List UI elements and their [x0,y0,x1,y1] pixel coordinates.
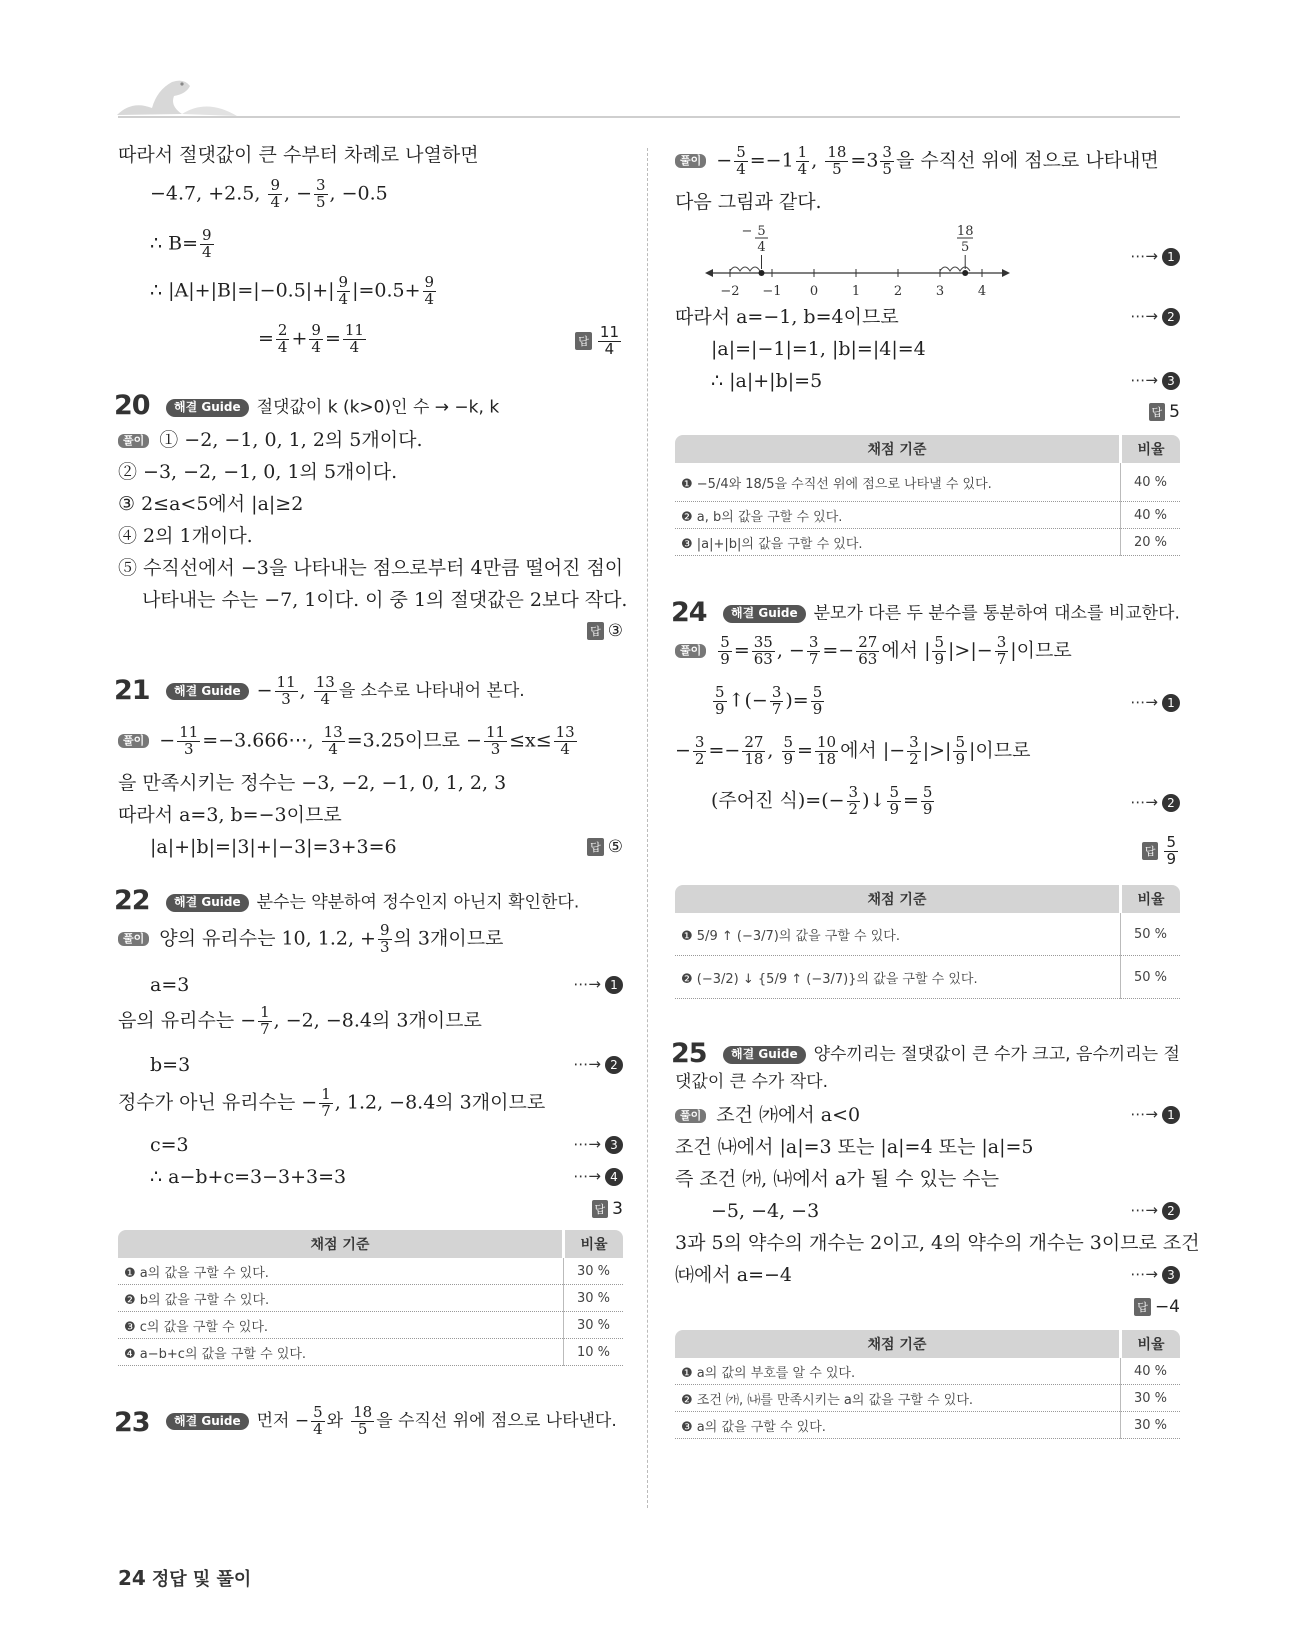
mark-1-q23: ⋯→ 1 [1130,247,1180,266]
q22-line5: 정수가 아닌 유리수는 − $\frac{1}{7}$ , 1.2, −8.4의 3개이므로 [118,1085,546,1120]
question-number-22: 22 [114,885,150,916]
q23-line3: 따라서 a=−1, b=4이므로 [675,306,899,328]
q21-line1: 풀이 − $\frac{11}{3}$ =−3.666⋯, $\frac{13}{4}$ =3.25이므로 − $\frac{11}{3}$ ≤x≤ $\frac{13}{4}$ [118,725,579,758]
svg-text:18: 18 [956,225,974,239]
table-row: ❷ (−3/2) ↓ {5/9 ↑ (−3/7)}의 값을 구할 수 있다. 50 % [675,956,1180,999]
q21-line4: |a|+|b|=|3|+|−3|=3+3=6 [150,836,397,858]
guide-22: 해결 Guide 분수는 약분하여 정수인지 아닌지 확인한다. [166,892,579,913]
q23-line4: |a|=|−1|=1, |b|=|4|=4 [711,338,926,360]
q20-line6: 나타내는 수는 −7, 1이다. 이 중 1의 절댓값은 2보다 작다. [142,589,628,611]
q22-line6: c=3 [150,1134,189,1156]
tick-label: 3 [935,284,945,299]
q25-line6: ㈐에서 a=−4 [675,1264,793,1286]
mark-2-q25: ⋯→ 2 [1130,1201,1180,1220]
guide-23: 해결 Guide 먼저 − $\frac{5}{4}$ 와 $\frac{18}{5}$ 을 수직선 위에 점으로 나타낸다. [166,1405,617,1438]
q20-line4: ④ 2의 1개이다. [118,525,253,547]
question-number-23: 23 [114,1407,150,1438]
sorted-sequence: −4.7, +2.5, $\frac{9}{4}$ , − $\frac{3}{5}$ , −0.5 [150,176,388,211]
page-number: 24 [118,1566,146,1590]
q23-line5: ∴ |a|+|b|=5 [711,370,823,392]
tick-label: 4 [977,284,987,299]
q21-line3: 따라서 a=3, b=−3이므로 [118,804,342,826]
table-row: ❶ 5/9 ↑ (−3/7)의 값을 구할 수 있다. 50 % [675,913,1180,956]
q25-line3: 즉 조건 ㈎, ㈏에서 a가 될 수 있는 수는 [675,1168,999,1190]
tick-label: −2 [720,284,740,299]
q22-line4: b=3 [150,1054,191,1076]
q24-line3: − $\frac{3}{2}$ =− $\frac{27}{18}$ , $\frac{5}{9}$ = $\frac{10}{18}$ 에서 |− $\frac{3}{2}$ |>| $\frac{5}{9}$ |이므로 [675,733,1031,768]
tick-label: 1 [851,284,861,299]
tick-label: 2 [893,284,903,299]
mark-3-q23: ⋯→ 3 [1130,371,1180,390]
tick-label: −1 [762,284,782,299]
guide-24: 해결 Guide 분모가 다른 두 분수를 통분하여 대소를 비교한다. [723,603,1180,624]
mark-2-q22: ⋯→ 2 [573,1055,623,1074]
table-row: ❸ |a|+|b|의 값을 구할 수 있다. 20 % [675,529,1180,556]
tick-label: 0 [809,284,819,299]
table-row: ❶ a의 값을 구할 수 있다. 30 % [118,1258,623,1285]
mark-2-q23: ⋯→ 2 [1130,307,1180,326]
question-number-20: 20 [114,390,150,421]
column-divider [647,148,648,1508]
question-number-21: 21 [114,675,150,706]
svg-text:−: − [741,225,753,239]
abs-sum-line: ∴ |A|+|B|=|−0.5|+| $\frac{9}{4}$ |=0.5+ $\frac{9}{4}$ [150,273,435,308]
answer-21: 답 ⑤ [587,837,623,857]
header-rule [118,116,1180,118]
svg-text:4: 4 [757,240,766,255]
criteria-table-23: 채점 기준 비율 ❶ −5/4와 18/5을 수직선 위에 점으로 나타낼 수 있다. 40 % ❷ a, b의 값을 구할 수 있다. 40 % ❸ |a|+|b|의 값을 구할 수 있다. 20 % [675,435,1180,556]
seal-logo-icon [112,70,242,120]
q20-line1: 풀이 ① −2, −1, 0, 1, 2의 5개이다. [118,430,423,451]
guide-20: 해결 Guide 절댓값이 k (k>0)인 수 → −k, k [166,397,499,418]
mark-1-q22: ⋯→ 1 [573,975,623,994]
question-number-25: 25 [671,1038,707,1069]
q25-line2: 조건 ㈏에서 |a|=3 또는 |a|=4 또는 |a|=5 [675,1136,1034,1158]
footer-title: 정답 및 풀이 [151,1569,252,1590]
b-value-line: ∴ B= $\frac{9}{4}$ [150,226,212,261]
question-number-24: 24 [671,597,707,628]
mark-3-q25: ⋯→ 3 [1130,1265,1180,1284]
q21-line2: 을 만족시키는 정수는 −3, −2, −1, 0, 1, 2, 3 [118,772,507,794]
intro-text: 따라서 절댓값이 큰 수부터 차례로 나열하면 [118,144,479,166]
answer-19: 답 $\frac{11}{4}$ [575,325,623,358]
q20-line5: ⑤ 수직선에서 −3을 나타내는 점으로부터 4만큼 떨어진 점이 [118,557,624,579]
criteria-table-22: 채점 기준 비율 ❶ a의 값을 구할 수 있다. 30 % ❷ b의 값을 구할 수 있다. 30 % ❸ c의 값을 구할 수 있다. 30 % ❹ a−b+c의 값을 구할 수 있다. 10 % [118,1230,623,1366]
q22-line3: 음의 유리수는 − $\frac{1}{7}$ , −2, −8.4의 3개이므로 [118,1003,482,1038]
mark-3-q22: ⋯→ 3 [573,1135,623,1154]
svg-text:5: 5 [757,225,766,239]
abs-sum-result: = $\frac{2}{4}$ + $\frac{9}{4}$ = $\frac{11}{4}$ [258,321,364,356]
q22-line7: ∴ a−b+c=3−3+3=3 [150,1166,347,1188]
guide-25-cont: 댓값이 큰 수가 작다. [675,1072,828,1092]
criteria-table-24: 채점 기준 비율 ❶ 5/9 ↑ (−3/7)의 값을 구할 수 있다. 50 % ❷ (−3/2) ↓ {5/9 ↑ (−3/7)}의 값을 구할 수 있다. 50 % [675,885,1180,999]
q24-line2: $\frac{5}{9}$ ↑(− $\frac{3}{7}$ )= $\frac{5}{9}$ [715,683,823,718]
guide-25: 해결 Guide 양수끼리는 절댓값이 큰 수가 크고, 음수끼리는 절 [723,1044,1180,1065]
table-row: ❸ a의 값을 구할 수 있다. 30 % [675,1412,1180,1439]
q20-line2: ② −3, −2, −1, 0, 1의 5개이다. [118,461,398,483]
q22-line1: 풀이 양의 유리수는 10, 1.2, + $\frac{9}{3}$ 의 3개이므로 [118,923,503,956]
q22-line2: a=3 [150,974,190,996]
answer-25: 답 −4 [1134,1297,1180,1317]
table-row: ❶ −5/4와 18/5을 수직선 위에 점으로 나타낼 수 있다. 40 % [675,463,1180,502]
q24-line4: (주어진 식)=(− $\frac{3}{2}$ )↓ $\frac{5}{9}$ = $\frac{5}{9}$ [711,783,933,818]
number-line [705,225,1015,305]
guide-21: 해결 Guide − $\frac{11}{3}$ , $\frac{13}{4}$ 을 소수로 나타내어 본다. [166,675,525,708]
answer-23: 답 5 [1149,402,1180,422]
page-footer [118,1565,251,1591]
mark-1-q24: ⋯→ 1 [1130,693,1180,712]
q23-line2: 다음 그림과 같다. [675,191,822,213]
table-row: ❹ a−b+c의 값을 구할 수 있다. 10 % [118,1339,623,1366]
answer-20: 답 ③ [587,621,623,641]
q25-line4: −5, −4, −3 [711,1200,820,1222]
mark-1-q25: ⋯→ 1 [1130,1105,1180,1124]
table-row: ❷ a, b의 값을 구할 수 있다. 40 % [675,502,1180,529]
table-row: ❷ b의 값을 구할 수 있다. 30 % [118,1285,623,1312]
mark-4-q22: ⋯→ 4 [573,1167,623,1186]
q25-line1: 풀이 조건 ㈎에서 a<0 [675,1105,860,1126]
table-row: ❸ c의 값을 구할 수 있다. 30 % [118,1312,623,1339]
answer-22: 답 3 [592,1199,623,1219]
table-row: ❶ a의 값의 부호를 알 수 있다. 40 % [675,1358,1180,1385]
q23-line1: 풀이 − $\frac{5}{4}$ =−1 $\frac{1}{4}$ , $\frac{18}{5}$ =3 $\frac{3}{5}$ 을 수직선 위에 점으로 나타내면 [675,145,1159,178]
mark-2-q24: ⋯→ 2 [1130,793,1180,812]
svg-text:5: 5 [961,240,970,255]
criteria-table-25: 채점 기준 비율 ❶ a의 값의 부호를 알 수 있다. 40 % ❷ 조건 ㈎, ㈏를 만족시키는 a의 값을 구할 수 있다. 30 % ❸ a의 값을 구할 수 있다. 30 % [675,1330,1180,1439]
q24-line1: 풀이 $\frac{5}{9}$ = $\frac{35}{63}$ , − $\frac{3}{7}$ =− $\frac{27}{63}$ 에서 | $\frac{5}{9}$ |>|− $\frac{3}{7}$ |이므로 [675,635,1072,668]
q25-line5: 3과 5의 약수의 개수는 2이고, 4의 약수의 개수는 3이므로 조건 [675,1232,1200,1254]
q20-line3: ③ 2≤a<5에서 |a|≥2 [118,493,304,515]
answer-24: 답 $\frac{5}{9}$ [1142,835,1180,868]
table-row: ❷ 조건 ㈎, ㈏를 만족시키는 a의 값을 구할 수 있다. 30 % [675,1385,1180,1412]
